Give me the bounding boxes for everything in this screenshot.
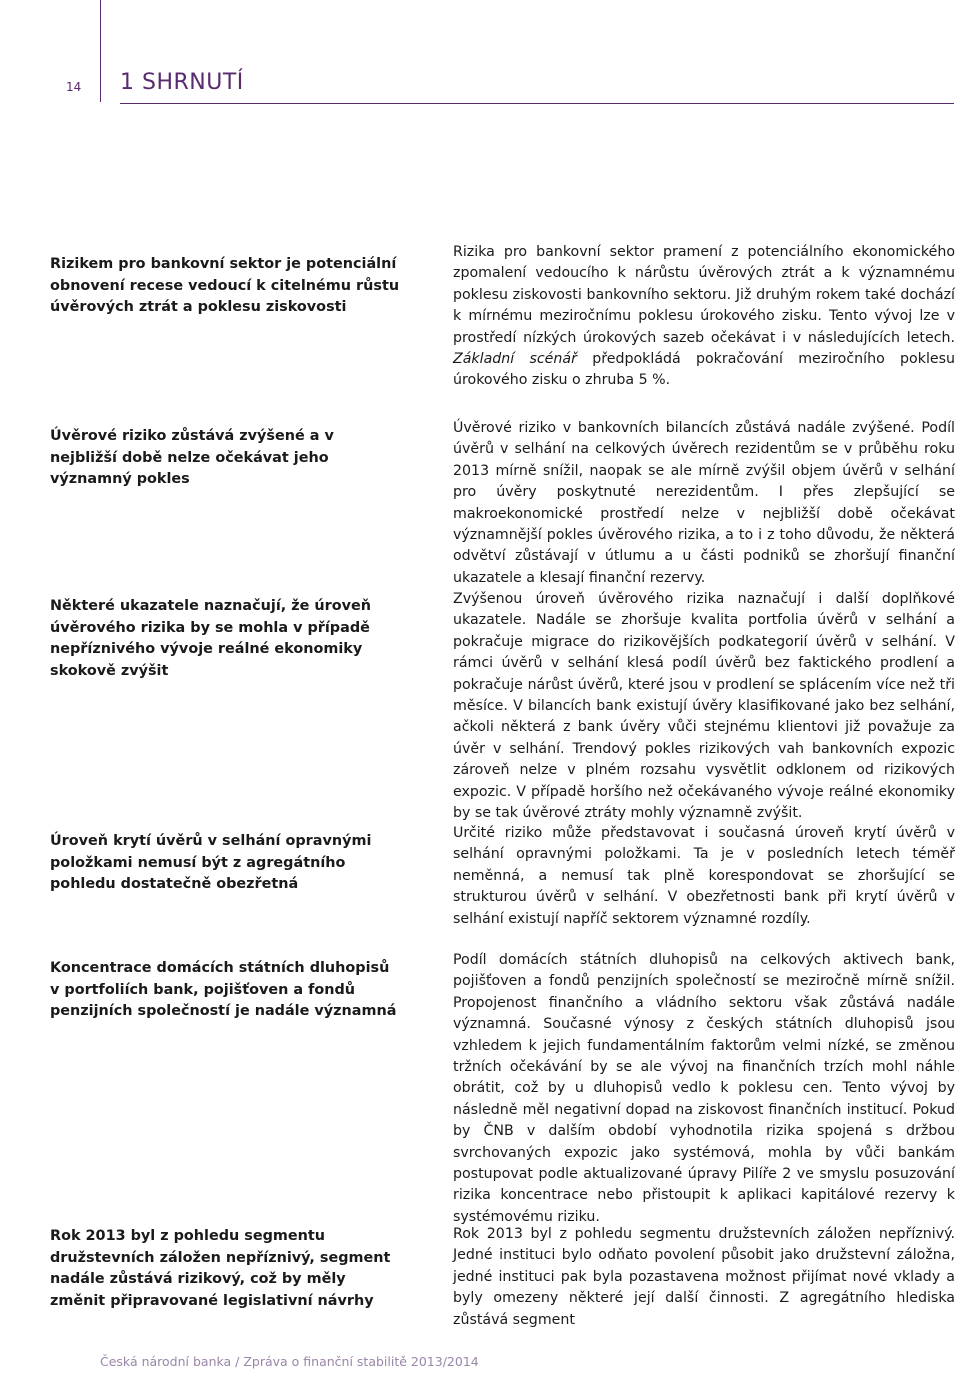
body-paragraph-6: Rok 2013 byl z pohledu segmentu družstevních záložen nepříznivý. Jedné instituci bylo odňato povolení působit jako družstevní záložna, jedné instituci pak byla pozastavena možnost přijímat nové vklady a byly omezeny některé její další činnosti. Z agregátního hlediska zůstává segment xyxy=(453,1226,955,1328)
header-rule xyxy=(120,103,954,104)
body-paragraph-1-part-a: Rizika pro bankovní sektor pramení z potenciálního ekonomického zpomalení vedoucího k nárůstu úvěrových ztrát a k významnému poklesu ziskovosti bankovního sektoru. Již druhým rokem také dochází k mírnému meziročnímu poklesu úrokového zisku. Tento vývoj lze v prostředí nízkých úrokových sazeb očekávat i v následujících letech. xyxy=(453,244,955,346)
side-heading-4: Úroveň krytí úvěrů v selhání opravnými položkami nemusí být z agregátního pohledu dostatečně obezřetná xyxy=(50,833,372,892)
side-heading-3: Některé ukazatele naznačují, že úroveň úvěrového rizika by se mohla v případě nepříznivého vývoje reálné ekonomiky skokově zvýšit xyxy=(50,598,371,679)
body-paragraph-4: Určité riziko může představovat i současná úroveň krytí úvěrů v selhání opravnými položkami. Ta je v posledních letech téměř neměnná, a nemusí tak plně korespondovat se zhoršující se strukturou úvěrů v selhání. V obezřetnosti bank při krytí úvěrů v selhání existují napříč sektorem významné rozdíly. xyxy=(453,825,955,927)
page-number: 14 xyxy=(66,80,82,94)
body-paragraph-1-part-b: předpokládá pokračování meziročního poklesu úrokového zisku o zhruba 5 %. xyxy=(453,351,955,389)
body-paragraph-5: Podíl domácích státních dluhopisů na celkových aktivech bank, pojišťoven a fondů penzijních společností se meziročně mírně snížil. Propojenost finančního a vládního sektoru však zůstává nadále významná. Současné výnosy z českých státních dluhopisů jsou vzhledem k jejich fundamentálním faktorům velmi nízké, se změnou tržních očekávání by se ale vývoj na finančních trzích mohl náhle obrátit, což by u dluhopisů vedlo k poklesu cen. Tento vývoj by následně měl negativní dopad na ziskovost finančních institucí. Pokud by ČNB v dalším období vyhodnotila rizika spojená s držbou svrchovaných expozic jako systémová, mohla by vůči bankám postupovat podle aktualizované úpravy Pilíře 2 ve smyslu posuzování rizika koncentrace nebo přistoupit k aplikaci kapitálové rezervy k systémovému riziku. xyxy=(453,952,955,1225)
footer-text: Česká národní banka / Zpráva o finanční stabilitě 2013/2014 xyxy=(100,1354,479,1369)
side-heading-6: Rok 2013 byl z pohledu segmentu družstevních záložen nepříznivý, segment nadále zůstává rizikový, což by měly změnit připravované legislativní návrhy xyxy=(50,1228,391,1309)
body-paragraph-1-italic: Základní scénář xyxy=(453,351,577,368)
side-heading-2: Úvěrové riziko zůstává zvýšené a v nejbližší době nelze očekávat jeho významný pokles xyxy=(50,428,334,487)
body-paragraph-2: Úvěrové riziko v bankovních bilancích zůstává nadále zvýšené. Podíl úvěrů v selhání na celkových úvěrech rezidentům se v průběhu roku 2013 mírně snížil, naopak se ale mírně zvýšil objem úvěrů v selhání pro úvěry poskytnuté nerezidentům. I přes zlepšující se makroekonomické prostředí nelze v nejbližší době očekávat významnější pokles úvěrového rizika, a to i z toho důvodu, že některá odvětví zůstávají v útlumu a u části podniků se zhoršují finanční ukazatele a klesají finanční rezervy. xyxy=(453,420,955,586)
side-heading-5: Koncentrace domácích státních dluhopisů v portfoliích bank, pojišťoven a fondů penzijních společností je nadále významná xyxy=(50,960,397,1019)
section-title: 1 SHRNUTÍ xyxy=(120,70,244,95)
body-paragraph-1 xyxy=(453,242,955,392)
side-heading-1: Rizikem pro bankovní sektor je potenciální obnovení recese vedoucí k citelnému růstu úvěrových ztrát a poklesu ziskovosti xyxy=(50,256,400,315)
body-paragraph-3: Zvýšenou úroveň úvěrového rizika naznačují i další doplňkové ukazatele. Nadále se zhoršuje kvalita portfolia úvěrů v selhání a pokračuje migrace do rizikovějších podkategorií úvěrů v selhání. V rámci úvěrů v selhání klesá podíl úvěrů bez faktického prodlení a pokračuje nárůst úvěrů, které jsou v prodlení se splácením více než tři měsíce. V bilancích bank existují úvěry klasifikované jako bez selhání, ačkoli některá z bank úvěry vůči stejnému klientovi již považuje za úvěr v selhání. Trendový pokles rizikových vah bankovních expozic zároveň nelze v plném rozsahu vysvětlit odklonem od rizikových expozic. V případě horšího než očekávaného vývoje reálné ekonomiky by se tak úvěrové ztráty mohly významně zvýšit. xyxy=(453,591,955,822)
header-divider xyxy=(100,0,101,102)
